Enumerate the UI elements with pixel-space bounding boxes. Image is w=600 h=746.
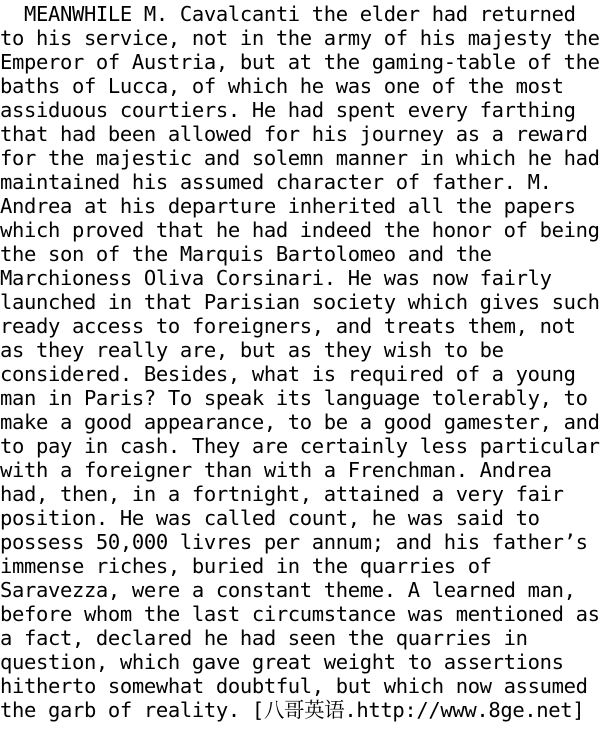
text-line: for the majestic and solemn manner in which he had xyxy=(0,146,600,170)
text-line: had, then, in a fortnight, attained a very fair xyxy=(0,482,564,506)
text-line: make a good appearance, to be a good gamester, and xyxy=(0,410,600,434)
text-line: position. He was called count, he was said to xyxy=(0,506,540,530)
text-line: before whom the last circumstance was mentioned as xyxy=(0,602,600,626)
text-line: with a foreigner than with a Frenchman. Andrea xyxy=(0,458,552,482)
text-line: MEANWHILE M. Cavalcanti the elder had returned xyxy=(0,2,576,26)
text-line: possess 50,000 livres per annum; and his father’s xyxy=(0,530,588,554)
text-line: to pay in cash. They are certainly less particular xyxy=(0,434,600,458)
text-line: assiduous courtiers. He had spent every farthing xyxy=(0,98,576,122)
text-line: launched in that Parisian society which gives such xyxy=(0,290,600,314)
text-line: question, which gave great weight to assertions xyxy=(0,650,564,674)
text-line: Saravezza, were a constant theme. A learned man, xyxy=(0,578,576,602)
document-page xyxy=(0,2,600,746)
text-line: hitherto somewhat doubtful, but which now assumed xyxy=(0,674,588,698)
text-line: baths of Lucca, of which he was one of the most xyxy=(0,74,564,98)
text-line: a fact, declared he had seen the quarries in xyxy=(0,626,528,650)
text-line: maintained his assumed character of father. M. xyxy=(0,170,552,194)
text-line: man in Paris? To speak its language tolerably, to xyxy=(0,386,588,410)
text-line: Marchioness Oliva Corsinari. He was now fairly xyxy=(0,266,552,290)
text-line: the son of the Marquis Bartolomeo and the xyxy=(0,242,492,266)
text-line: to his service, not in the army of his majesty the xyxy=(0,26,600,50)
text-line: ready access to foreigners, and treats them, not xyxy=(0,314,576,338)
text-line: considered. Besides, what is required of a young xyxy=(0,362,576,386)
text-line: immense riches, buried in the quarries of xyxy=(0,554,492,578)
text-line: that had been allowed for his journey as a reward xyxy=(0,122,588,146)
text-line: Emperor of Austria, but at the gaming-table of the xyxy=(0,50,600,74)
text-line: which proved that he had indeed the honor of being xyxy=(0,218,600,242)
text-line-with-link: the garb of reality. [八哥英语.http://www.8ge.net] xyxy=(0,698,585,722)
text-line: as they really are, but as they wish to be xyxy=(0,338,504,362)
text-line: Andrea at his departure inherited all the papers xyxy=(0,194,576,218)
